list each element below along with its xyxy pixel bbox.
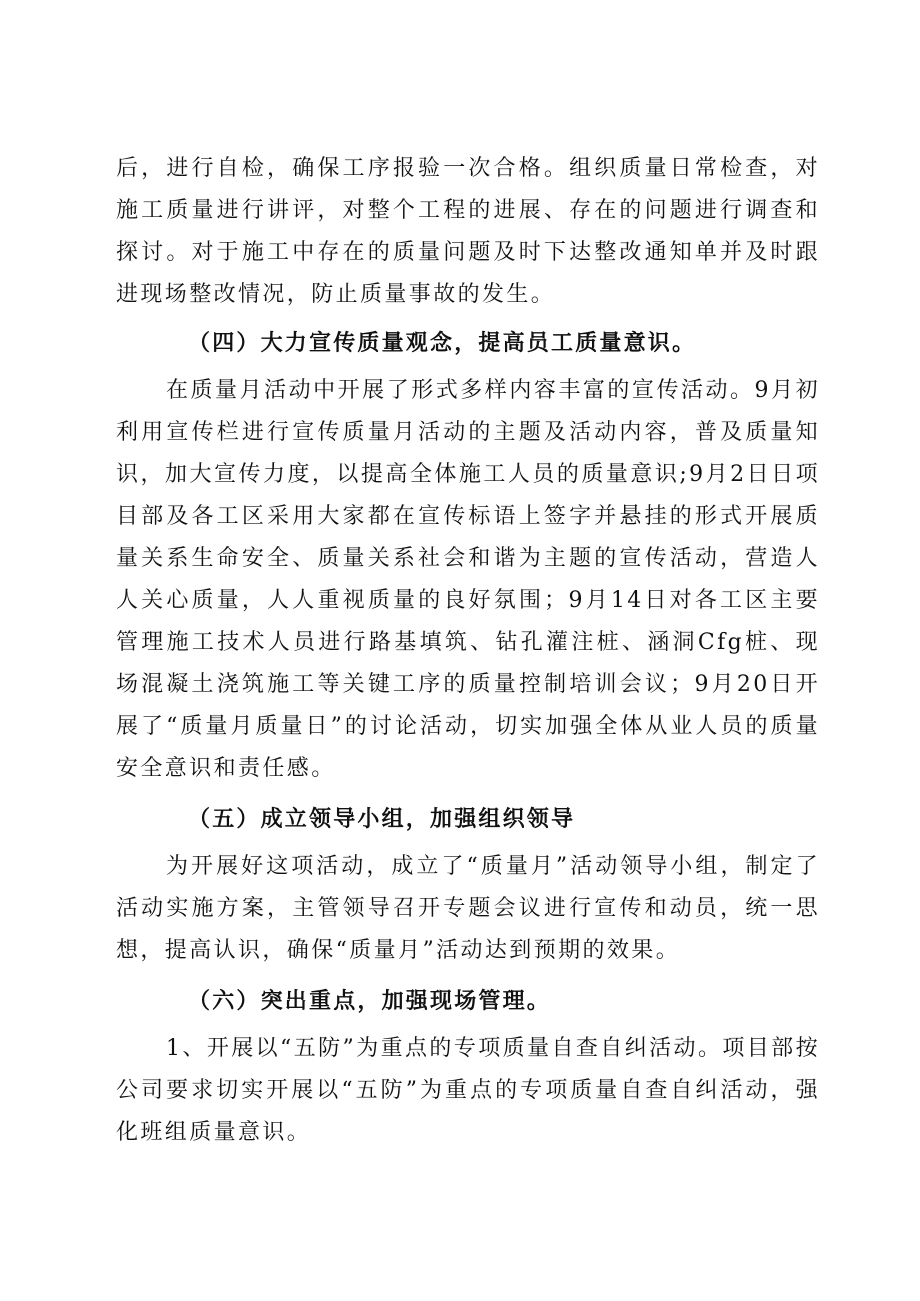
heading-section-4: （四）大力宣传质量观念，提高员工质量意识。 [188,330,697,356]
document-body [116,148,820,1154]
heading-section-6: （六）突出重点，加强现场管理。 [188,988,552,1014]
paragraph-inspection: 后，进行自检，确保工序报验一次合格。组织质量日常检查，对施工质量进行讲评，对整个工程的进展、存在的问题进行调查和探讨。对于施工中存在的质量问题及时下达整改通知单并及时跟进现场整改情况，防止质量事故的发生。 [116,156,820,307]
heading-section-5: （五）成立领导小组，加强组织领导 [188,806,576,832]
paragraph-leadership: 为开展好这项活动，成立了“质量月”活动领导小组，制定了活动实施方案，主管领导召开专题会议进行宣传和动员，统一思想，提高认识，确保“质量月”活动达到预期的效果。 [116,854,820,963]
paragraph-site-management: 1、开展以“五防”为重点的专项质量自查自纠活动。项目部按公司要求切实开展以“五防”为重点的专项质量自查自纠活动，强化班组质量意识。 [116,1036,820,1145]
paragraph-publicity: 在质量月活动中开展了形式多样内容丰富的宣传活动。9月初利用宣传栏进行宣传质量月活动的主题及活动内容，普及质量知识，加大宣传力度，以提高全体施工人员的质量意识;9月2日日项目部及各工区采用大家都在宣传标语上签字并悬挂的形式开展质量关系生命安全、质量关系社会和谐为主题的宣传活动，营造人人关心质量，人人重视质量的良好氛围；9月14日对各工区主要管理施工技术人员进行路基填筑、钻孔灌注桩、涵洞Cfg桩、现场混凝土浇筑施工等关键工序的质量控制培训会议；9月20日开展了“质量月质量日”的讨论活动，切实加强全体从业人员的质量安全意识和责任感。 [116,378,820,781]
